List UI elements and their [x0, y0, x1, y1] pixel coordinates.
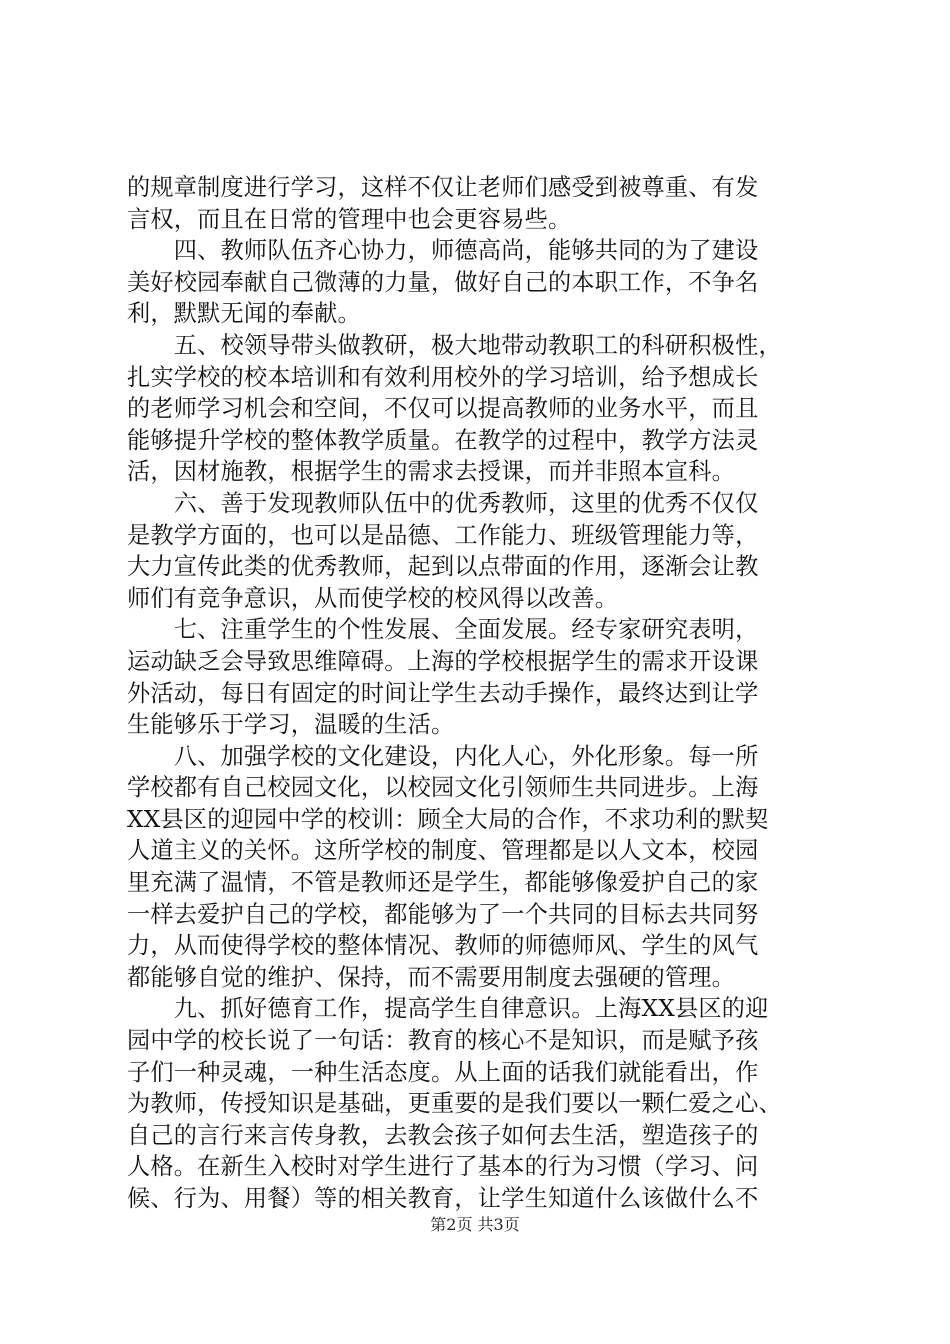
text-line: 扎实学校的校本培训和有效利用校外的学习培训，给予想成长 [127, 363, 759, 391]
text-line: 人格。在新生入校时对学生进行了基本的行为习惯（学习、问 [127, 1153, 759, 1181]
text-line: 力，从而使得学校的整体情况、教师的师德师风、学生的风气 [127, 932, 759, 960]
text-line: 人道主义的关怀。这所学校的制度、管理都是以人文本，校园 [127, 837, 759, 865]
text-line: 是教学方面的，也可以是品德、工作能力、班级管理能力等， [127, 521, 759, 549]
text-line: 一样去爱护自己的学校，都能够为了一个共同的目标去共同努 [127, 900, 759, 928]
text-line: 六、善于发现教师队伍中的优秀教师，这里的优秀不仅仅 [127, 489, 759, 517]
text-line: 大力宣传此类的优秀教师，起到以点带面的作用，逐渐会让教 [127, 553, 759, 581]
text-line: 七、注重学生的个性发展、全面发展。经专家研究表明， [127, 616, 759, 644]
document-body [127, 172, 817, 1215]
text-line: 五、校领导带头做教研，极大地带动教职工的科研积极性， [127, 331, 782, 359]
text-line: 的规章制度进行学习，这样不仅让老师们感受到被尊重、有发 [127, 174, 759, 201]
text-line: 为教师，传授知识是基础，更重要的是我们要以一颗仁爱之心、 [127, 1090, 782, 1118]
text-line: 都能够自觉的维护、保持，而不需要用制度去强硬的管理。 [127, 963, 736, 991]
text-line: 生能够乐于学习，温暖的生活。 [127, 711, 455, 739]
text-line: 子们一种灵魂，一种生活态度。从上面的话我们就能看出，作 [127, 1058, 759, 1086]
text-line: 美好校园奉献自己微薄的力量，做好自己的本职工作，不争名 [127, 268, 759, 296]
text-line: 候、行为、用餐）等的相关教育，让学生知道什么该做什么不 [127, 1185, 759, 1212]
text-line: 八、加强学校的文化建设，内化人心，外化形象。每一所 [127, 742, 759, 770]
page-footer [0, 1212, 950, 1235]
text-line: 四、教师队伍齐心协力，师德高尚，能够共同的为了建设 [127, 237, 759, 265]
text-line: 园中学的校长说了一句话：教育的核心不是知识，而是赋予孩 [127, 1027, 759, 1055]
page-number-label: 第2页 共3页 [430, 1215, 520, 1234]
text-line: 活，因材施教，根据学生的需求去授课，而并非照本宣科。 [127, 458, 736, 486]
text-line: 利，默默无闻的奉献。 [127, 300, 361, 328]
text-line: 九、抓好德育工作，提高学生自律意识。上海XX县区的迎 [127, 995, 769, 1023]
text-line: 的老师学习机会和空间，不仅可以提高教师的业务水平，而且 [127, 395, 759, 423]
text-line: 学校都有自己校园文化，以校园文化引领师生共同进步。上海 [127, 774, 759, 802]
text-line: 外活动，每日有固定的时间让学生去动手操作，最终达到让学 [127, 679, 759, 707]
text-line: 言权，而且在日常的管理中也会更容易些。 [127, 205, 572, 233]
text-line: 运动缺乏会导致思维障碍。上海的学校根据学生的需求开设课 [127, 647, 759, 675]
text-line: XX县区的迎园中学的校训：顾全大局的合作，不求功利的默契 [127, 805, 769, 833]
text-line: 能够提升学校的整体教学质量。在教学的过程中，教学方法灵 [127, 426, 759, 454]
text-line: 自己的言行来言传身教，去教会孩子如何去生活，塑造孩子的 [127, 1121, 759, 1149]
text-line: 师们有竞争意识，从而使学校的校风得以改善。 [127, 584, 619, 612]
text-line: 里充满了温情，不管是教师还是学生，都能够像爱护自己的家 [127, 869, 759, 897]
